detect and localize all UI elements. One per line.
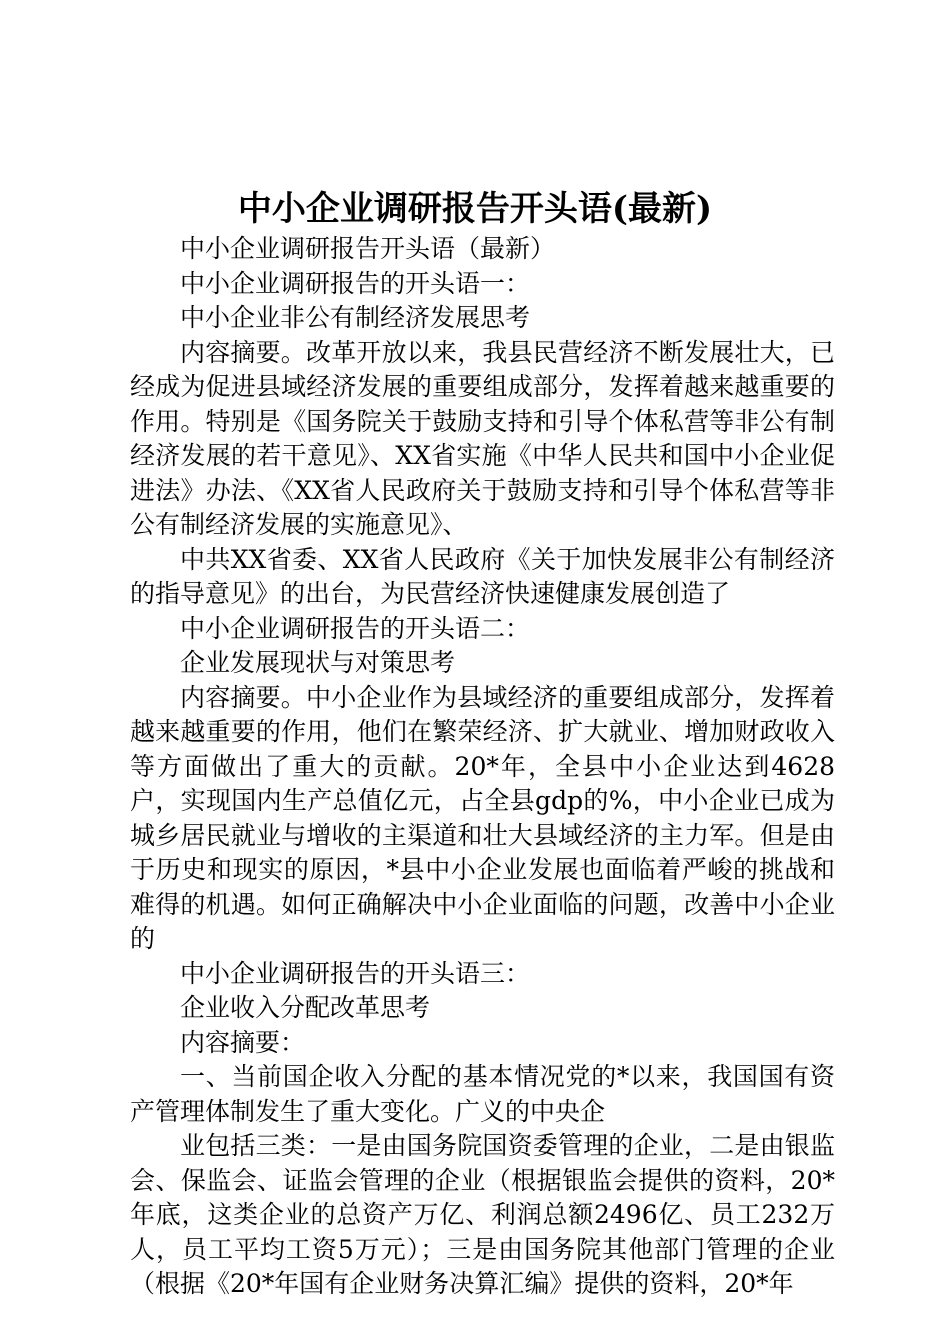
paragraph-section-one: 一、当前国企收入分配的基本情况党的*以来，我国国有资产管理体制发生了重大变化。广义的中央企 — [130, 1062, 835, 1126]
paragraph-heading-one: 中小企业调研报告的开头语一： — [180, 268, 531, 298]
paragraph-heading-two: 中小企业调研报告的开头语二： — [180, 613, 531, 643]
paragraph-heading-three: 中小企业调研报告的开头语三： — [180, 958, 531, 988]
paragraph-topic-one: 中小企业非公有制经济发展思考 — [180, 303, 531, 332]
paragraph-topic-three: 企业收入分配改革思考 — [180, 993, 431, 1022]
document-body — [130, 232, 835, 1302]
paragraph-abstract-one: 内容摘要。改革开放以来，我县民营经济不断发展壮大，已经成为促进县域经济发展的重要组成部分，发挥着越来越重要的作用。特别是《国务院关于鼓励支持和引导个体私营等非公有制经济发展的若干意见》、XX省实施《中华人民共和国中小企业促进法》办法、《XX省人民政府关于鼓励支持和引导个体私营等非公有制经济发展的实施意见》、 — [130, 337, 835, 539]
paragraph-abstract-one-continued: 中共XX省委、XX省人民政府《关于加快发展非公有制经济的指导意见》的出台，为民营经济快速健康发展创造了 — [130, 544, 835, 608]
paragraph-abstract-two: 内容摘要。中小企业作为县域经济的重要组成部分，发挥着越来越重要的作用，他们在繁荣经济、扩大就业、增加财政收入等方面做出了重大的贡献。20*年，全县中小企业达到4628户，实现国内生产总值亿元，占全县gdp的%，中小企业已成为城乡居民就业与增收的主渠道和壮大县域经济的主力军。但是由于历史和现实的原因，*县中小企业发展也面临着严峻的挑战和难得的机遇。如何正确解决中小企业面临的问题，改善中小企业的 — [130, 682, 835, 953]
paragraph-abstract-label: 内容摘要： — [180, 1027, 306, 1057]
document-title: 中小企业调研报告开头语(最新) — [237, 189, 713, 229]
paragraph-subtitle: 中小企业调研报告开头语（最新） — [180, 234, 556, 263]
paragraph-section-one-continued: 业包括三类：一是由国务院国资委管理的企业，二是由银监会、保监会、证监会管理的企业（根据银监会提供的资料，20*年底，这类企业的总资产万亿、利润总额2496亿、员工232万人，员工平均工资5万元）；三是由国务院其他部门管理的企业（根据《20*年国有企业财务决算汇编》提供的资料，20*年 — [130, 1131, 835, 1298]
paragraph-topic-two: 企业发展现状与对策思考 — [180, 648, 456, 677]
